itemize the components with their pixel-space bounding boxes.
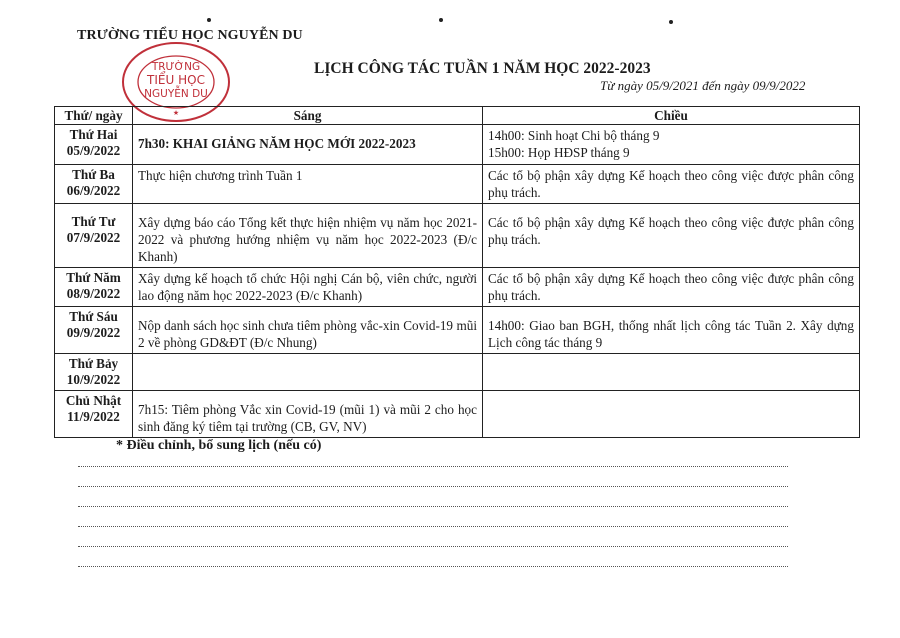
morning-cell: Nộp danh sách học sinh chưa tiêm phòng vắc-xin Covid-19 mũi 2 về phòng GD&ĐT (Đ/c Nhung) [133, 307, 483, 354]
date: 05/9/2022 [66, 143, 121, 158]
date: 06/9/2022 [66, 183, 121, 198]
table-row [55, 125, 860, 165]
weekday: Thứ Sáu [69, 309, 118, 324]
svg-text:★: ★ [172, 109, 180, 117]
date: 09/9/2022 [66, 325, 121, 340]
afternoon-line: 14h00: Sinh hoạt Chi bộ tháng 9 [488, 128, 660, 143]
note-line [78, 566, 788, 567]
day-cell [55, 204, 133, 268]
header-day: Thứ/ ngày [55, 107, 133, 125]
header-morning: Sáng [133, 107, 483, 125]
note-line [78, 526, 788, 527]
morning-cell: Thực hiện chương trình Tuần 1 [133, 165, 483, 204]
weekday: Chủ Nhật [65, 393, 122, 408]
day-cell [55, 354, 133, 391]
afternoon-cell [483, 354, 860, 391]
table-row [55, 391, 860, 438]
note-line [78, 546, 788, 547]
day-cell [55, 307, 133, 354]
morning-cell: 7h15: Tiêm phòng Vắc xin Covid-19 (mũi 1) và mũi 2 cho học sinh đăng ký tiêm tại trường (CB, GV, NV) [133, 391, 483, 438]
note-line [78, 466, 788, 467]
day-cell [55, 268, 133, 307]
table-row [55, 165, 860, 204]
weekday: Thứ Bảy [68, 356, 119, 371]
note-line [78, 486, 788, 487]
morning-cell: Xây dựng kế hoạch tổ chức Hội nghị Cán bộ, viên chức, người lao động năm học 2022-2023 (Đ/c Khanh) [133, 268, 483, 307]
table-header-row [55, 107, 860, 125]
weekday: Thứ Ba [72, 167, 115, 182]
weekday: Thứ Tư [71, 214, 116, 229]
table-row [55, 354, 860, 391]
day-cell [55, 165, 133, 204]
afternoon-cell: Các tổ bộ phận xây dựng Kế hoạch theo công việc được phân công phụ trách. [483, 268, 860, 307]
table-row [55, 204, 860, 268]
weekday: Thứ Năm [66, 270, 121, 285]
stamp-line-3: NGUYỄN DU [144, 88, 208, 100]
date: 10/9/2022 [66, 372, 121, 387]
school-name: TRƯỜNG TIỂU HỌC NGUYỄN DU [77, 28, 303, 43]
afternoon-cell: 14h00: Giao ban BGH, thống nhất lịch công tác Tuần 2. Xây dựng Lịch công tác tháng 9 [483, 307, 860, 354]
morning-cell [133, 354, 483, 391]
schedule-table [54, 106, 860, 438]
stamp-line-1: TRƯỜNG [151, 61, 201, 73]
day-cell [55, 391, 133, 438]
weekday: Thứ Hai [69, 127, 118, 142]
morning-cell: Xây dựng báo cáo Tổng kết thực hiện nhiệm vụ năm học 2021-2022 và phương hướng nhiệm vụ năm học 2022-2023 (Đ/c Khanh) [133, 204, 483, 268]
stamp-line-2: TIỂU HỌC [147, 73, 205, 87]
afternoon-cell [483, 125, 860, 165]
scan-dot [669, 20, 673, 24]
afternoon-cell [483, 391, 860, 438]
date-range: Từ ngày 05/9/2021 đến ngày 09/9/2022 [600, 78, 806, 93]
date: 11/9/2022 [67, 409, 120, 424]
date: 08/9/2022 [66, 286, 121, 301]
page-title: LỊCH CÔNG TÁC TUẦN 1 NĂM HỌC 2022-2023 [314, 60, 651, 77]
afternoon-line: 15h00: Họp HĐSP tháng 9 [488, 145, 630, 160]
scan-dot [207, 18, 211, 22]
date: 07/9/2022 [66, 230, 121, 245]
notes-label: * Điều chỉnh, bổ sung lịch (nếu có) [116, 438, 322, 453]
day-cell [55, 125, 133, 165]
afternoon-cell: Các tổ bộ phận xây dựng Kế hoạch theo công việc được phân công phụ trách. [483, 204, 860, 268]
afternoon-cell: Các tổ bộ phận xây dựng Kế hoạch theo công việc được phân công phụ trách. [483, 165, 860, 204]
table-row [55, 307, 860, 354]
header-afternoon: Chiều [483, 107, 860, 125]
note-line [78, 506, 788, 507]
scan-dot [439, 18, 443, 22]
table-row [55, 268, 860, 307]
morning-cell: 7h30: KHAI GIẢNG NĂM HỌC MỚI 2022-2023 [133, 125, 483, 165]
